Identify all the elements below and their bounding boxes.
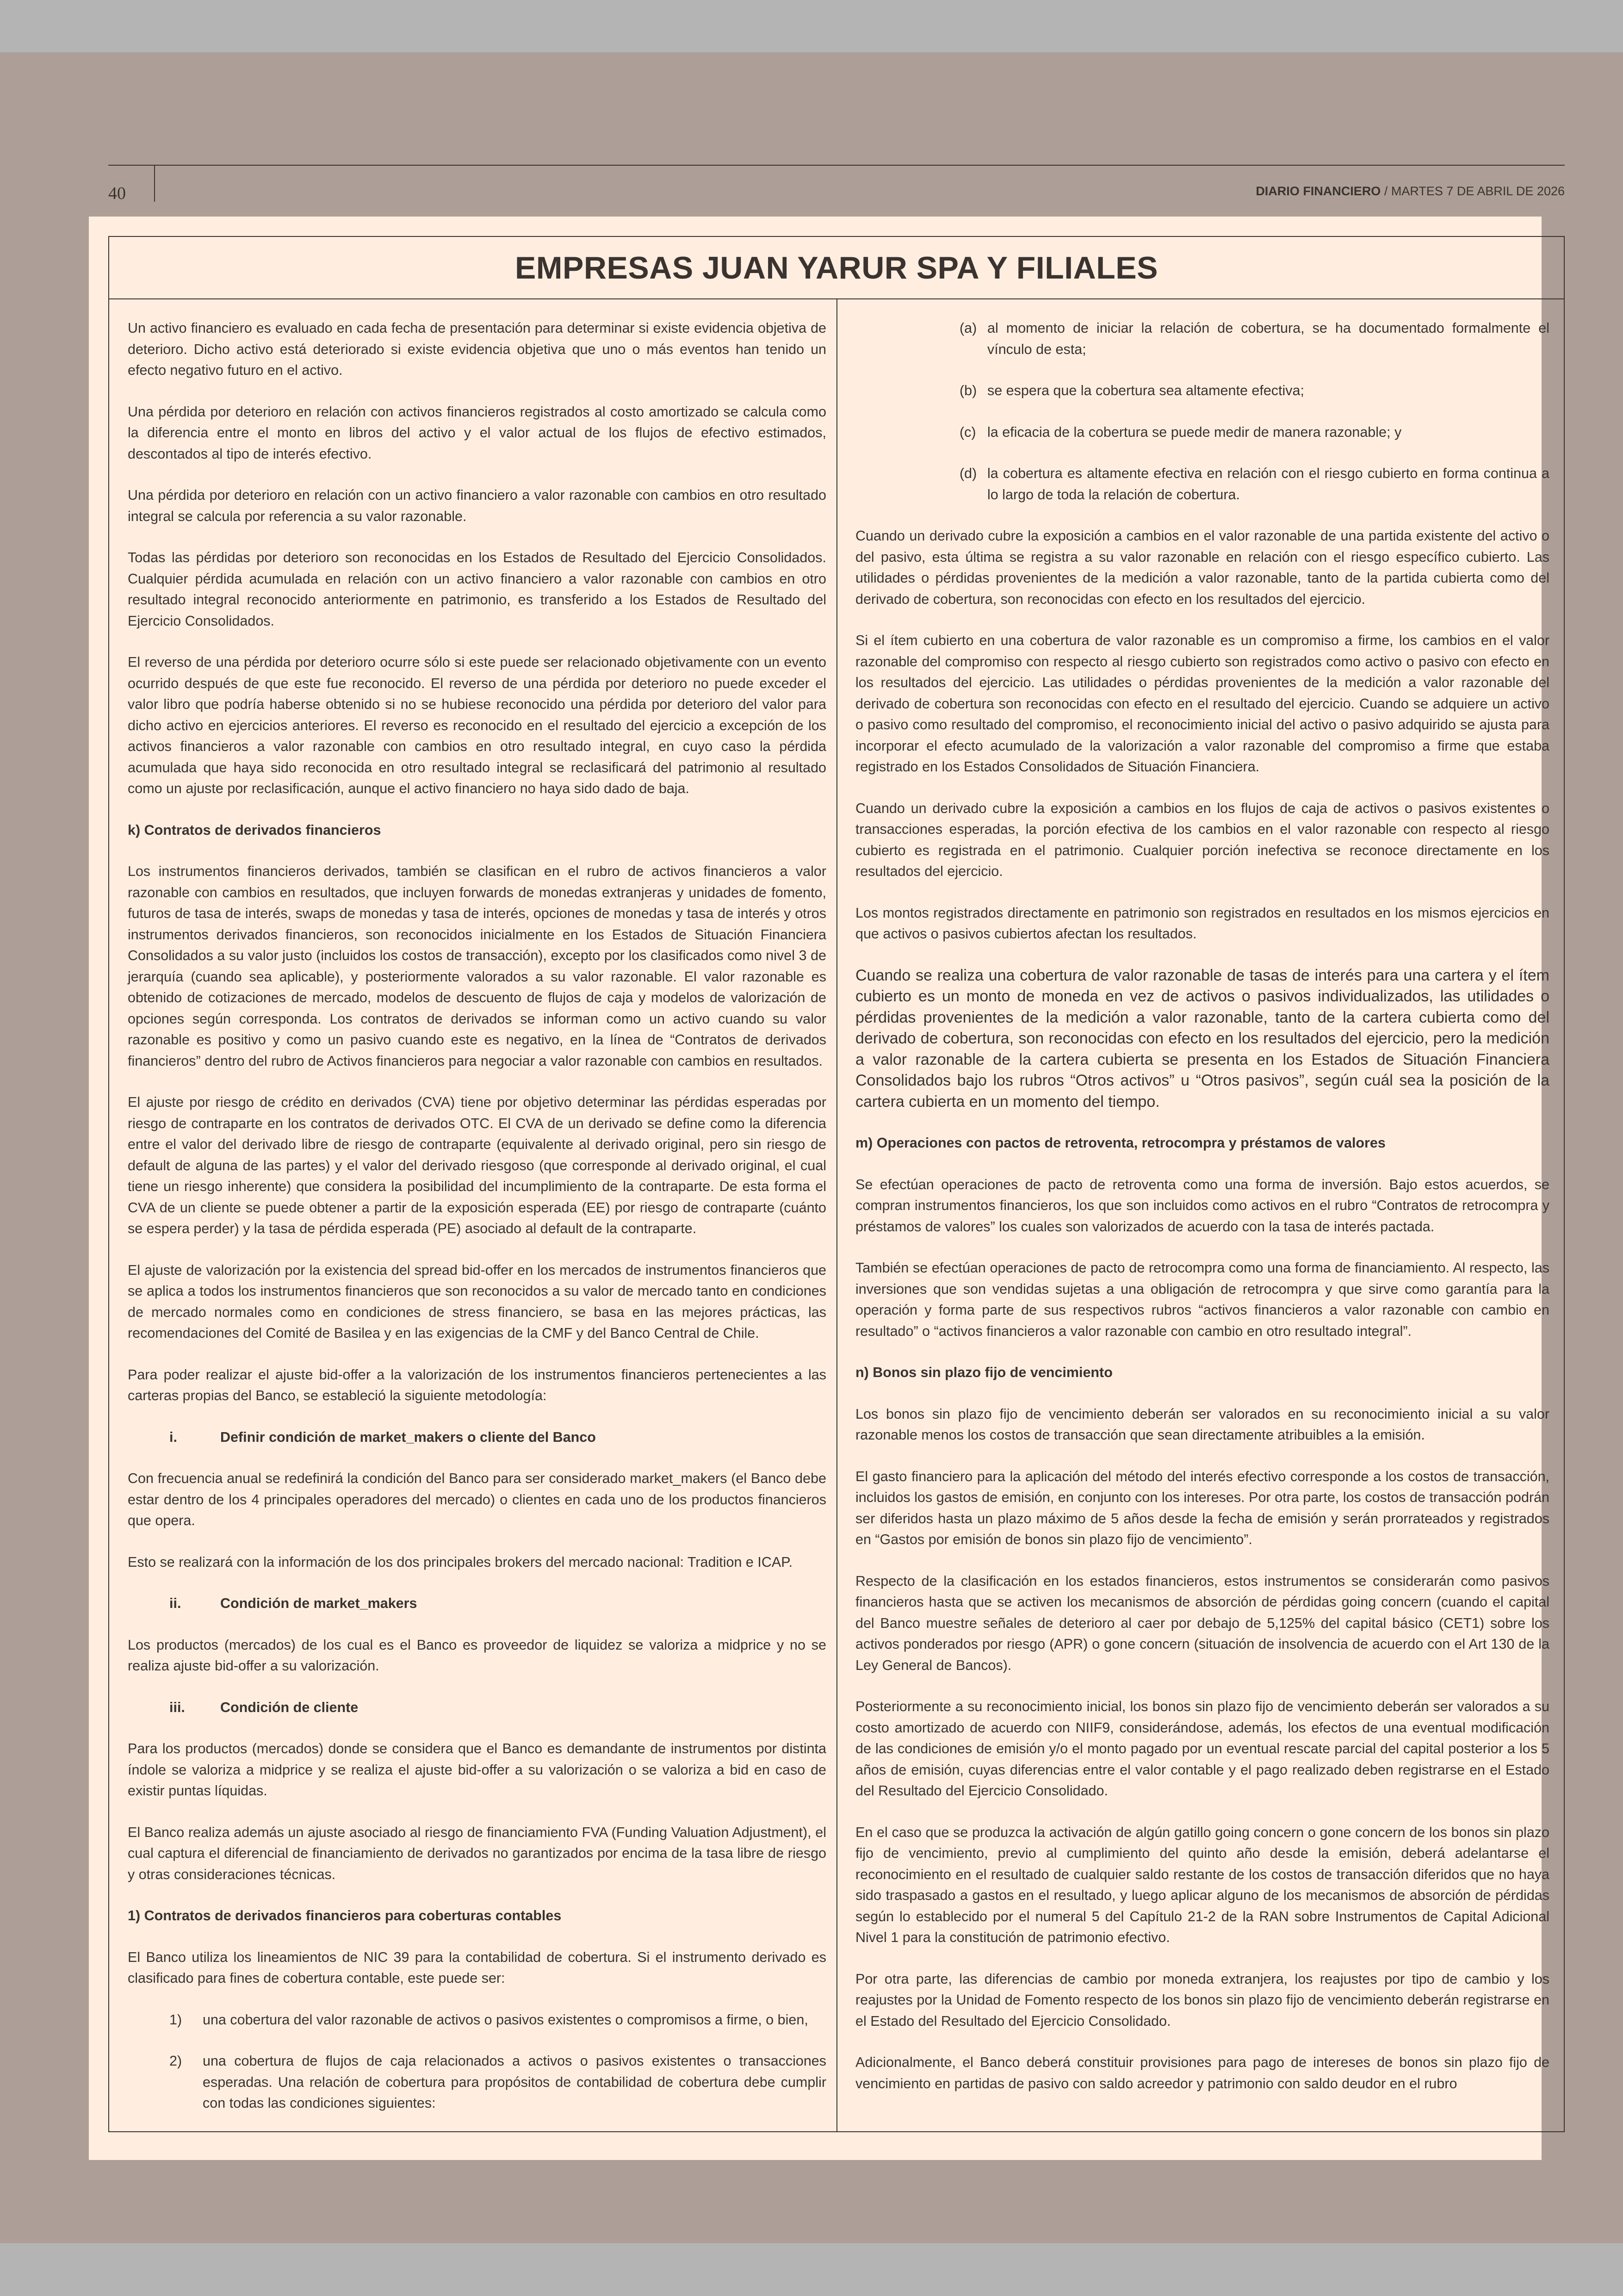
paragraph: Los instrumentos financieros derivados, también se clasifican en el rubro de activos financieros a valor razonable con cambios en resultados, que incluyen forwards de monedas extranjeras y unidades de fomento, futuros de tasa de interés, swaps de monedas y tasa de interés, opciones de monedas y tasa de interés y otros instrumentos derivados financieros, son reconocidos inicialmente en los Estados de Situación Financiera Consolidados a su valor justo (incluidos los costos de transacción), excepto por los clasificados como nivel 3 de jerarquía (cuando sea aplicable), y posteriormente valorados a su valor razonable. El valor razonable es obtenido de cotizaciones de mercado, modelos de descuento de flujos de caja y modelos de valorización de opciones según corresponda. Los contratos de derivados se informan como un activo cuando su valor razonable es positivo y como un pasivo cuando este es negativo, en la línea de “Contratos de derivados financieros” dentro del rubro de Activos financieros para negociar a valor razonable con cambios en resultados. bbox=[128, 863, 826, 1069]
list-text: la eficacia de la cobertura se puede medir de manera razonable; y bbox=[987, 424, 1402, 440]
section-heading-k: k) Contratos de derivados financieros bbox=[128, 822, 381, 838]
subheading-text: Condición de market_makers bbox=[220, 1595, 417, 1611]
paragraph: Los bonos sin plazo fijo de vencimiento deberán ser valorados en su reconocimiento inicial a su valor razonable menos los costos de transacción que sean directamente atribuibles a la emisión. bbox=[855, 1406, 1549, 1443]
page-number: 40 bbox=[108, 184, 126, 203]
page-title: EMPRESAS JUAN YARUR SPA Y FILIALES bbox=[515, 250, 1158, 285]
paragraph: Si el ítem cubierto en una cobertura de valor razonable es un compromiso a firme, los cambios en el valor razonable del compromiso con respecto al riesgo cubierto son registrados como activo o pasivo con efecto en los resultados del ejercicio. Las utilidades o pérdidas provenientes de la medición a valor razonable del derivado de cobertura son reconocidas con efecto en el resultado del ejercicio. Cuando se adquiere un activo o pasivo como resultado del compromiso, el reconocimiento inicial del activo o pasivo adquirido se ajusta para incorporar el efecto acumulado de la valorización a valor razonable del compromiso a firme que estaba registrado en los Estados Consolidados de Situación Financiera. bbox=[855, 633, 1549, 775]
paragraph: Un activo financiero es evaluado en cada fecha de presentación para determinar si existe evidencia objetiva de deterioro. Dicho activo está deteriorado si existe evidencia objetiva que uno o más eventos han tenido un efecto negativo futuro en el activo. bbox=[128, 320, 826, 378]
publication-name: DIARIO FINANCIERO bbox=[1256, 184, 1381, 198]
list-item bbox=[128, 2010, 826, 2031]
paragraph: Para poder realizar el ajuste bid-offer a la valorización de los instrumentos financieros pertenecientes a las carteras propias del Banco, se estableció la siguiente metodología: bbox=[128, 1366, 826, 1403]
list-item bbox=[855, 380, 1549, 402]
section-heading-m: m) Operaciones con pactos de retroventa, retrocompra y préstamos de valores bbox=[855, 1135, 1386, 1151]
subheading-marker: iii. bbox=[169, 1699, 185, 1715]
section-heading-l: 1) Contratos de derivados financieros para coberturas contables bbox=[128, 1908, 562, 1924]
list-item bbox=[128, 2051, 826, 2114]
subheading-ii bbox=[128, 1593, 826, 1614]
paragraph: Una pérdida por deterioro en relación con activos financieros registrados al costo amortizado se calcula como la diferencia entre el monto en libros del activo y el valor actual de los flujos de efectivo estimados, descontados al tipo de interés efectivo. bbox=[128, 403, 826, 462]
list-marker: 2) bbox=[169, 2053, 182, 2069]
list-text: se espera que la cobertura sea altamente efectiva; bbox=[987, 383, 1304, 398]
paragraph: En el caso que se produzca la activación de algún gatillo going concern o gone concern de los bonos sin plazo fijo de vencimiento, previo al cumplimiento del quinto año desde la emisión, deberá adelantarse el reconocimiento en el resultado de cualquier saldo restante de los costos de transacción diferidos que no haya sido traspasado a gastos en el resultado, y luego aplicar alguno de los mecanismos de absorción de pérdidas según lo establecido por el numeral 5 del Capítulo 21-2 de la RAN sobre Instrumentos de Capital Adicional Nivel 1 para la constitución de patrimonio efectivo. bbox=[855, 1824, 1549, 1945]
subheading-text: Condición de cliente bbox=[220, 1699, 359, 1715]
list-text: al momento de iniciar la relación de cobertura, se ha documentado formalmente el vínculo de esta; bbox=[987, 320, 1549, 357]
list-marker: (d) bbox=[960, 465, 977, 481]
paragraph: Cuando se realiza una cobertura de valor razonable de tasas de interés para una cartera y el ítem cubierto es un monto de moneda en vez de activos o pasivos individualizados, las utilidades o pérdidas provenientes de la medición a valor razonable, tanto de la cartera cubierta como del derivado de cobertura, son reconocidas con efecto en los resultados del ejercicio, pero la medición a valor razonable de la cartera cubierta se presenta en los Estados de Situación Financiera Consolidados bajo los rubros “Otros activos” u “Otros pasivos”, según cuál sea la posición de la cartera cubierta en un momento del tiempo. bbox=[855, 966, 1549, 1111]
subheading-iii bbox=[128, 1697, 826, 1719]
list-marker: (c) bbox=[960, 424, 976, 440]
list-text: una cobertura de flujos de caja relacionados a activos o pasivos existentes o transacciones esperadas. Una relación de cobertura para propósitos de contabilidad de cobertura debe cumplir con todas las condiciones siguientes: bbox=[203, 2053, 826, 2111]
paragraph: Posteriormente a su reconocimiento inicial, los bonos sin plazo fijo de vencimiento deberán ser valorados a su costo amortizado de acuerdo con NIIF9, considerándose, además, los efectos de una eventual modificación de las condiciones de emisión y/o el monto pagado por un eventual rescate parcial del capital posterior a los 5 años de emisión, cuyas diferencias entre el valor contable y el pago realizado deben registrarse en el Estado del Resultado del Ejercicio Consolidado. bbox=[855, 1699, 1549, 1799]
paragraph: Cuando un derivado cubre la exposición a cambios en el valor razonable de una partida existente del activo o del pasivo, esta última se registra a su valor razonable en relación con el riesgo específico cubierto. Las utilidades o pérdidas provenientes de la medición a valor razonable, tanto de la partida cubierta como del derivado de cobertura, son reconocidas con efecto en los resultados del ejercicio. bbox=[855, 528, 1549, 607]
paragraph: Se efectúan operaciones de pacto de retroventa como una forma de inversión. Bajo estos acuerdos, se compran instrumentos financieros, los que son incluidos como activos en el rubro “Contratos de retrocompra y préstamos de valores” los cuales son valorizados de acuerdo con la tasa de interés pactada. bbox=[855, 1176, 1549, 1235]
paragraph: El Banco utiliza los lineamientos de NIC 39 para la contabilidad de cobertura. Si el instrumento derivado es clasificado para fines de cobertura contable, este puede ser: bbox=[128, 1949, 826, 1986]
paragraph: El ajuste por riesgo de crédito en derivados (CVA) tiene por objetivo determinar las pérdidas esperadas por riesgo de contraparte en los contratos de derivados OTC. El CVA de un derivado se define como la diferencia entre el valor del derivado libre de riesgo de contraparte (equivalente al derivado original, pero sin riesgo de default de alguna de las partes) y el valor del derivado riesgoso (que corresponde al derivado original, el cual tiene un riesgo inherente) que considera la posibilidad del incumplimiento de la contraparte. De esta forma el CVA de un cliente se puede obtener a partir de la exposición esperada (EE) por riesgo de contraparte (cuánto se espera perder) y la tasa de pérdida esperada (PE) asociado al default de la contraparte. bbox=[128, 1094, 826, 1236]
list-text: la cobertura es altamente efectiva en relación con el riesgo cubierto en forma continua a lo largo de toda la relación de cobertura. bbox=[987, 465, 1549, 503]
paragraph: Con frecuencia anual se redefinirá la condición del Banco para ser considerado market_makers (el Banco debe estar dentro de los 4 principales operadores del mercado) o clientes en cada uno de los productos financieros que opera. bbox=[128, 1471, 826, 1528]
column-divider bbox=[836, 298, 837, 2131]
title-bar bbox=[109, 237, 1564, 299]
right-column bbox=[855, 318, 1549, 2094]
list-item bbox=[855, 463, 1549, 505]
paragraph: Por otra parte, las diferencias de cambio por moneda extranjera, los reajustes por tipo de cambio y los reajustes por la Unidad de Fomento respecto de los bonos sin plazo fijo de vencimiento deberán registrarse en el Estado del Resultado del Ejercicio Consolidado. bbox=[855, 1971, 1549, 2029]
paragraph: Los productos (mercados) de los cual es el Banco es proveedor de liquidez se valoriza a midprice y no se realiza ajuste bid-offer a su valorización. bbox=[128, 1637, 826, 1674]
article-frame bbox=[108, 236, 1565, 2132]
subheading-i bbox=[128, 1427, 826, 1448]
left-column bbox=[128, 318, 826, 2135]
list-text: una cobertura del valor razonable de activos o pasivos existentes o compromisos a firme, o bien, bbox=[203, 2011, 808, 2028]
paragraph: El Banco realiza además un ajuste asociado al riesgo de financiamiento FVA (Funding Valuation Adjustment), el cual captura el diferencial de financiamiento de derivados no garantizados por encima de la tasa libre de riesgo y otras consideraciones técnicas. bbox=[128, 1824, 826, 1882]
paragraph: El reverso de una pérdida por deterioro ocurre sólo si este puede ser relacionado objetivamente con un evento ocurrido después de que este fue reconocido. El reverso de una pérdida por deterioro no puede exceder el valor libro que podría haberse obtenido si no se hubiese reconocido una pérdida por deterioro del valor para dicho activo en ejercicios anteriores. El reverso es reconocido en el resultado del ejercicio a excepción de los activos financieros a valor razonable con cambios en otro resultado integral, en cuyo caso la pérdida acumulada que haya sido reconocida en otro resultado integral se reclasificará del patrimonio al resultado como un ajuste por reclasificación, aunque el activo financiero no haya sido dado de baja. bbox=[128, 654, 826, 796]
masthead bbox=[1256, 184, 1565, 199]
list-item bbox=[855, 318, 1549, 360]
paragraph: Esto se realizará con la información de los dos principales brokers del mercado nacional: Tradition e ICAP. bbox=[128, 1554, 793, 1570]
paragraph: Todas las pérdidas por deterioro son reconocidas en los Estados de Resultado del Ejercicio Consolidados. Cualquier pérdida acumulada en relación con un activo financiero a valor razonable con cambios en otro resultado integral reconocido anteriormente en patrimonio, es transferido a los Estados de Resultado del Ejercicio Consolidados. bbox=[128, 550, 826, 629]
section-heading-n: n) Bonos sin plazo fijo de vencimiento bbox=[855, 1365, 1113, 1380]
subheading-marker: ii. bbox=[169, 1595, 181, 1611]
header-divider bbox=[154, 165, 155, 202]
subheading-text: Definir condición de market_makers o cliente del Banco bbox=[220, 1429, 596, 1445]
list-marker: (a) bbox=[960, 320, 977, 336]
list-marker: 1) bbox=[169, 2011, 182, 2028]
subheading-marker: i. bbox=[169, 1429, 177, 1445]
list-marker: (b) bbox=[960, 383, 977, 398]
paragraph: El gasto financiero para la aplicación del método del interés efectivo corresponde a los costos de transacción, incluidos los gastos de emisión, en conjunto con los intereses. Por otra parte, los costos de transacción podrán ser diferidos hasta un plazo máximo de 5 años desde la fecha de emisión y serán prorrateados y registrados en “Gastos por emisión de bonos sin plazo fijo de vencimiento”. bbox=[855, 1468, 1549, 1547]
paragraph: Adicionalmente, el Banco deberá constituir provisiones para pago de intereses de bonos sin plazo fijo de vencimiento en partidas de pasivo con saldo acreedor y patrimonio con saldo deudor en el rubro bbox=[855, 2054, 1549, 2091]
paragraph: Respecto de la clasificación en los estados financieros, estos instrumentos se considerarán como pasivos financieros hasta que se activen los mecanismos de absorción de pérdidas going concern (cuando el capital del Banco muestre señales de deterioro al caer por debajo de 5,125% del capital básico (CET1) sobre los activos ponderados por riesgo (APR) o gone concern (situación de insolvencia de acuerdo con el Art 130 de la Ley General de Bancos). bbox=[855, 1573, 1549, 1673]
paragraph: Una pérdida por deterioro en relación con un activo financiero a valor razonable con cambios en otro resultado integral se calcula por referencia a su valor razonable. bbox=[128, 487, 826, 524]
paragraph: El ajuste de valorización por la existencia del spread bid-offer en los mercados de instrumentos financieros que se aplica a todos los instrumentos financieros que son reconocidos a su valor de mercado tanto en condiciones de mercado normales como en condiciones de stress financiero, se basa en las mejores prácticas, las recomendaciones del Comité de Basilea y en las exigencias de la CMF y del Banco Central de Chile. bbox=[128, 1262, 826, 1341]
paragraph: También se efectúan operaciones de pacto de retrocompra como una forma de financiamiento. Al respecto, las inversiones que son vendidas sujetas a una obligación de retrocompra y que sirve como garantía para la operación y forma parte de sus respectivos rubros “activos financieros a valor razonable con cambio en resultado” o “activos financieros a valor razonable con cambio en otro resultado integral”. bbox=[855, 1260, 1549, 1339]
publication-date: / MARTES 7 DE ABRIL DE 2026 bbox=[1384, 184, 1565, 198]
paragraph: Para los productos (mercados) donde se considera que el Banco es demandante de instrumentos por distinta índole se valoriza a midprice y se realiza el ajuste bid-offer a su valorización o se valoriza a bid en caso de existir puntas líquidas. bbox=[128, 1741, 826, 1799]
list-item bbox=[855, 422, 1549, 443]
header-rule bbox=[108, 165, 1565, 166]
paragraph: Cuando un derivado cubre la exposición a cambios en los flujos de caja de activos o pasivos existentes o transacciones esperadas, la porción efectiva de los cambios en el valor razonable con respecto al riesgo cubierto es registrada en el patrimonio. Cualquier porción inefectiva se reconoce directamente en los resultados del ejercicio. bbox=[855, 800, 1549, 879]
paragraph: Los montos registrados directamente en patrimonio son registrados en resultados en los mismos ejercicios en que activos o pasivos cubiertos afectan los resultados. bbox=[855, 905, 1549, 942]
